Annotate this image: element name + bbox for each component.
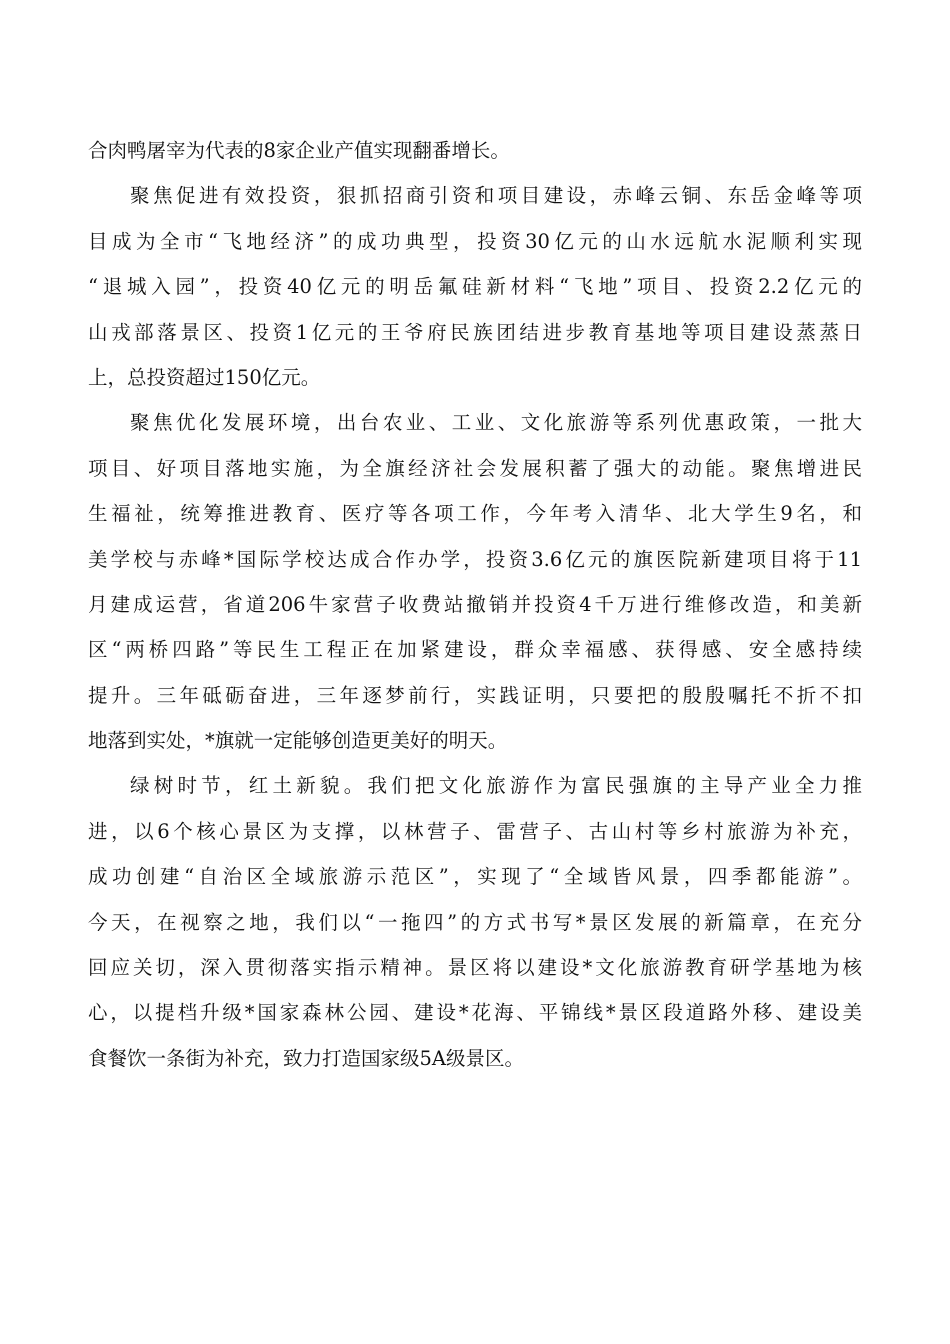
text-line: 项目、好项目落地实施，为全旗经济社会发展积蓄了强大的动能。聚焦增进民 [88, 456, 862, 480]
text-line: 美学校与赤峰*国际学校达成合作办学，投资3.6亿元的旗医院新建项目将于11 [88, 547, 862, 571]
text-line: 生福祉，统筹推进教育、医疗等各项工作，今年考入清华、北大学生9名，和 [88, 502, 862, 526]
text-line: “退城入园”，投资40亿元的明岳氟硅新材料“飞地”项目、投资2.2亿元的 [88, 275, 862, 299]
text-line: 进，以6个核心景区为支撑，以林营子、雷营子、古山村等乡村旅游为补充， [88, 819, 862, 843]
text-line: 成功创建“自治区全域旅游示范区”，实现了“全域皆风景，四季都能游”。 [88, 865, 862, 889]
document-body [88, 128, 862, 1081]
text-line: 区“两桥四路”等民生工程正在加紧建设，群众幸福感、获得感、安全感持续 [88, 638, 862, 662]
paragraph-start-line: 聚焦优化发展环境，出台农业、工业、文化旅游等系列优惠政策，一批大 [130, 411, 862, 435]
text-line: 提升。三年砥砺奋进，三年逐梦前行，实践证明，只要把的殷殷嘱托不折不扣 [88, 683, 862, 707]
text-line: 回应关切，深入贯彻落实指示精神。景区将以建设*文化旅游教育研学基地为核 [88, 956, 862, 980]
text-line: 山戎部落景区、投资1亿元的王爷府民族团结进步教育基地等项目建设蒸蒸日 [88, 320, 862, 344]
text-line: 合肉鸭屠宰为代表的8家企业产值实现翻番增长。 [88, 139, 510, 162]
text-line: 食餐饮一条街为补充，致力打造国家级5A级景区。 [88, 1046, 524, 1070]
text-line: 今天，在视察之地，我们以“一拖四”的方式书写*景区发展的新篇章，在充分 [88, 910, 862, 934]
text-line: 上，总投资超过150亿元。 [88, 365, 321, 389]
text-line: 目成为全市“飞地经济”的成功典型，投资30亿元的山水远航水泥顺利实现 [88, 229, 862, 253]
text-line: 地落到实处，*旗就一定能够创造更美好的明天。 [88, 729, 508, 753]
text-line: 心，以提档升级*国家森林公园、建设*花海、平锦线*景区段道路外移、建设美 [88, 1001, 862, 1025]
paragraph-start-line: 绿树时节，红土新貌。我们把文化旅游作为富民强旗的主导产业全力推 [130, 774, 862, 798]
paragraph-start-line: 聚焦促进有效投资，狠抓招商引资和项目建设，赤峰云铜、东岳金峰等项 [130, 184, 862, 208]
text-line: 月建成运营，省道206牛家营子收费站撤销并投资4千万进行维修改造，和美新 [88, 592, 862, 616]
